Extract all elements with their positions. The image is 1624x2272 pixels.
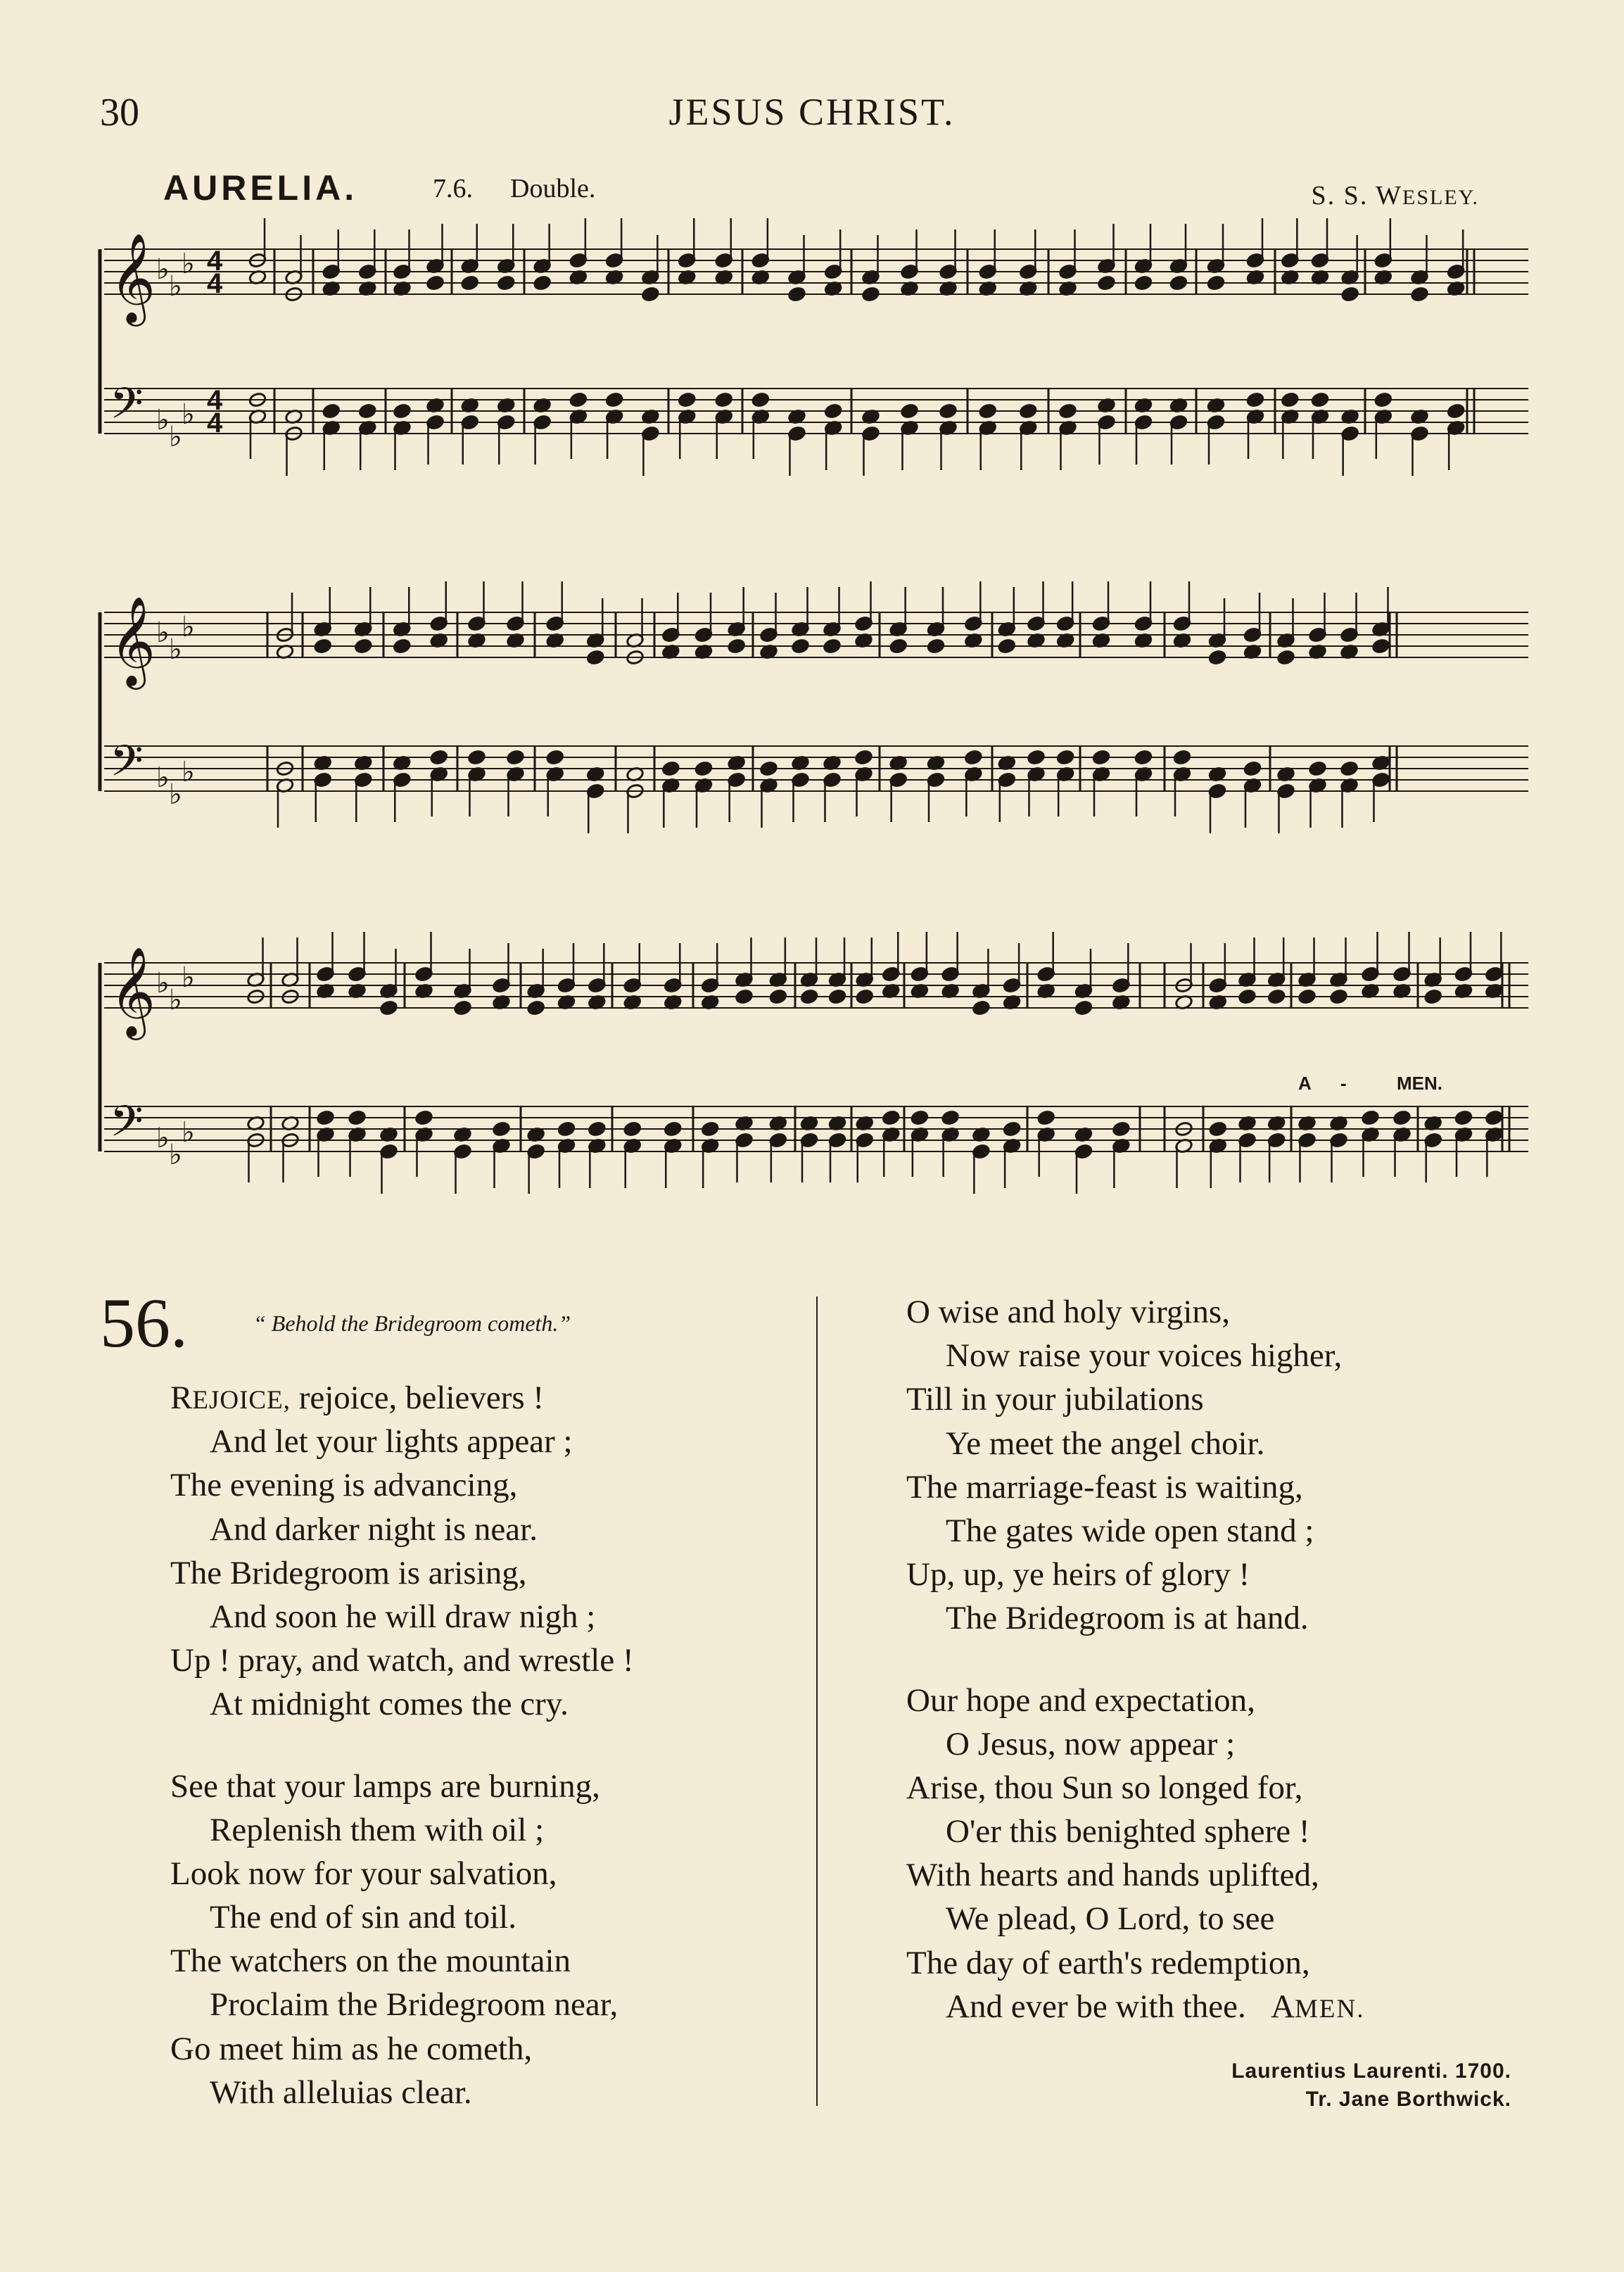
note-head <box>824 403 842 419</box>
note-head <box>358 403 376 419</box>
verse-line: With hearts and hands uplifted, <box>906 1857 1319 1894</box>
time-signature-top: 4 <box>207 246 223 277</box>
flat-icon: ♭ <box>156 967 170 999</box>
note-head <box>546 750 564 766</box>
verse-line: Our hope and expectation, <box>906 1681 1255 1719</box>
verse-line: Ye meet the angel choir. <box>946 1425 1265 1462</box>
note-head <box>1003 1121 1021 1137</box>
verse-line: Look now for your salvation, <box>170 1855 557 1892</box>
note-head <box>927 638 945 655</box>
verse-line: O Jesus, now appear ; <box>946 1725 1236 1762</box>
note-head <box>900 403 918 419</box>
note-head <box>941 1110 960 1126</box>
bass-clef-icon: 𝄢 <box>110 379 144 439</box>
note-head <box>1454 1110 1473 1126</box>
note-head <box>800 989 818 1005</box>
verse-column-right <box>906 1290 1364 2028</box>
amen-lyric: A <box>1298 1073 1312 1094</box>
running-title: JESUS CHRIST. <box>668 91 956 133</box>
note-head <box>1058 403 1077 419</box>
flat-icon: ♭ <box>169 633 182 666</box>
note-head <box>854 750 873 766</box>
note-head <box>882 1110 900 1126</box>
note-head <box>1424 989 1442 1005</box>
tune-name: AURELIA. <box>163 168 358 208</box>
note-head <box>1361 1110 1379 1126</box>
verse-line: The evening is advancing, <box>170 1467 518 1504</box>
note-head <box>557 1121 576 1137</box>
note-head <box>379 1000 398 1016</box>
note-head <box>1243 761 1262 777</box>
tune-meter-type: Double. <box>510 174 596 203</box>
note-head <box>1169 275 1188 291</box>
note-head <box>787 286 806 303</box>
note-head <box>393 403 411 419</box>
flat-icon: ♭ <box>182 398 195 431</box>
verse-line-text: And ever be with thee. <box>946 1988 1246 2025</box>
note-head <box>728 638 746 655</box>
note-head <box>641 286 659 303</box>
note-head <box>588 1121 606 1137</box>
note-head <box>791 638 809 655</box>
note-head <box>348 1110 366 1126</box>
note-head <box>506 750 524 766</box>
verse-line: Now raise your voices higher, <box>946 1337 1343 1375</box>
note-head <box>492 1121 510 1137</box>
amen-rest: MEN. <box>1294 1994 1365 2024</box>
bass-clef-icon: 𝄢 <box>110 1097 144 1157</box>
note-head <box>623 1121 642 1137</box>
note-head <box>861 286 880 303</box>
note-head <box>972 1000 990 1016</box>
note-head <box>1267 989 1286 1005</box>
note-head <box>1246 392 1264 408</box>
verse-line: Replenish them with oil ; <box>210 1811 545 1848</box>
verse-column-left <box>170 1376 634 2114</box>
flat-icon: ♭ <box>156 762 170 794</box>
note-head <box>828 989 846 1005</box>
verse-line: Till in your jubilations <box>906 1381 1204 1418</box>
note-head <box>1173 750 1191 766</box>
note-head <box>1037 1110 1055 1126</box>
note-head <box>1410 286 1428 303</box>
flat-icon: ♭ <box>182 248 195 280</box>
verse-line: Proclaim the Bridegroom near, <box>210 1986 618 2024</box>
amen-lyric: MEN. <box>1397 1073 1442 1094</box>
note-head <box>393 638 411 655</box>
verse-line: With alleluias clear. <box>210 2074 472 2111</box>
note-head <box>1276 650 1295 666</box>
flat-icon: ♭ <box>182 756 195 788</box>
note-head <box>1238 989 1256 1005</box>
verse-line: The end of sin and toil. <box>210 1899 516 1936</box>
time-signature-bottom: 4 <box>207 268 223 299</box>
verse-line: We plead, O Lord, to see <box>946 1900 1275 1938</box>
note-head <box>939 403 957 419</box>
verse-line: And soon he will draw nigh ; <box>210 1598 596 1635</box>
flat-icon: ♭ <box>169 778 182 811</box>
flat-icon: ♭ <box>156 617 170 649</box>
note-head <box>1097 275 1115 291</box>
note-head <box>911 1110 929 1126</box>
note-head <box>569 392 588 408</box>
verse-line: O wise and holy virgins, <box>906 1294 1230 1330</box>
tune-meter: 7.6. <box>433 174 473 203</box>
note-head <box>735 989 753 1005</box>
bass-clef-icon: 𝄢 <box>110 736 144 797</box>
verse-line: And darker night is near. <box>210 1510 538 1548</box>
verse-line: The Bridegroom is at hand. <box>946 1600 1309 1637</box>
first-line-rest: rejoice, believers ! <box>290 1380 545 1416</box>
note-head <box>664 1121 682 1137</box>
hymn-number: 56. <box>100 1284 188 1362</box>
note-head <box>461 275 479 291</box>
time-signature-bottom: 4 <box>207 408 223 438</box>
flat-icon: ♭ <box>182 1116 195 1149</box>
verse-line: And let your lights appear ; <box>210 1423 573 1460</box>
note-head <box>823 638 841 655</box>
first-word-rest: EJOICE, <box>192 1386 291 1415</box>
verse-line: The watchers on the mountain <box>170 1943 571 1980</box>
flat-icon: ♭ <box>169 270 182 303</box>
note-head <box>1311 392 1329 408</box>
note-head <box>856 989 874 1005</box>
verse-line: Go meet him as he cometh, <box>170 2030 533 2067</box>
note-head <box>1134 275 1153 291</box>
note-head <box>1447 403 1465 419</box>
note-head <box>759 761 778 777</box>
note-head <box>605 392 623 408</box>
hymn-title: “ Behold the Bridegroom cometh.” <box>253 1311 571 1336</box>
note-head <box>1485 1110 1503 1126</box>
note-head <box>1281 392 1299 408</box>
note-head <box>1207 275 1225 291</box>
translator-credit: Tr. Jane Borthwick. <box>1305 2088 1511 2111</box>
verse-line: Up ! pray, and watch, and wrestle ! <box>170 1642 634 1679</box>
verse-line: The gates wide open stand ; <box>946 1512 1314 1549</box>
note-head <box>1374 392 1393 408</box>
verse-line: Up, up, ye heirs of glory ! <box>906 1556 1250 1593</box>
note-head <box>694 761 713 777</box>
amen-initial: A <box>1271 1988 1295 2025</box>
treble-clef-icon: 𝄞 <box>110 232 156 322</box>
flat-icon: ♭ <box>169 421 182 453</box>
note-head <box>1298 989 1316 1005</box>
note-head <box>1112 1121 1130 1137</box>
note-head <box>889 638 908 655</box>
note-head <box>1074 1000 1093 1016</box>
verse-line: At midnight comes the cry. <box>210 1686 569 1723</box>
composer-surname-initial: W <box>1376 181 1403 210</box>
treble-clef-icon: 𝄞 <box>110 946 156 1036</box>
note-head <box>1019 403 1037 419</box>
verse-line: The marriage-feast is waiting, <box>906 1468 1303 1506</box>
amen-lyric: - <box>1340 1073 1347 1094</box>
composer-surname-rest: ESLEY. <box>1402 186 1479 209</box>
note-head <box>1371 638 1390 655</box>
note-head <box>467 750 486 766</box>
note-head <box>1209 1121 1227 1137</box>
note-head <box>533 275 552 291</box>
flat-icon: ♭ <box>156 404 170 436</box>
page-number: 30 <box>100 91 139 134</box>
note-head <box>979 403 997 419</box>
note-head <box>701 1121 719 1137</box>
verse-line: See that your lamps are burning, <box>170 1767 600 1805</box>
note-head <box>527 1000 545 1016</box>
note-head <box>1027 750 1045 766</box>
note-head <box>715 392 733 408</box>
column-divider <box>816 1296 818 2106</box>
flat-icon: ♭ <box>169 1139 182 1171</box>
verse-line: Arise, thou Sun so longed for, <box>906 1769 1303 1806</box>
verse-line: The Bridegroom is arising, <box>170 1554 527 1591</box>
first-word-initial: R <box>170 1380 193 1416</box>
note-head <box>453 1000 471 1016</box>
verse-line: The day of earth's redemption, <box>906 1944 1310 1981</box>
note-head <box>314 638 332 655</box>
note-head <box>430 750 448 766</box>
note-head <box>1208 650 1226 666</box>
note-head <box>1308 761 1326 777</box>
author-credit: Laurentius Laurenti. 1700. <box>1231 2059 1511 2083</box>
note-head <box>769 989 787 1005</box>
note-head <box>661 761 680 777</box>
note-head <box>998 638 1016 655</box>
note-head <box>1134 750 1153 766</box>
note-head <box>964 750 982 766</box>
note-head <box>414 1110 433 1126</box>
note-head <box>354 638 372 655</box>
note-head <box>1092 750 1110 766</box>
flat-icon: ♭ <box>169 984 182 1016</box>
note-head <box>1393 1110 1411 1126</box>
note-head <box>426 275 444 291</box>
verse-line <box>170 1376 634 1420</box>
note-head <box>1340 761 1358 777</box>
note-head <box>322 403 341 419</box>
flat-icon: ♭ <box>182 611 195 643</box>
verse-line <box>906 1985 1364 2028</box>
verse-line: O'er this benighted sphere ! <box>946 1813 1310 1850</box>
note-head <box>751 392 770 408</box>
note-head <box>678 392 696 408</box>
note-head <box>586 650 604 666</box>
note-head <box>316 1110 334 1126</box>
treble-clef-icon: 𝄞 <box>110 595 156 686</box>
note-head <box>1056 750 1074 766</box>
note-head <box>497 275 515 291</box>
note-head <box>1341 286 1359 303</box>
flat-icon: ♭ <box>156 253 170 286</box>
flat-icon: ♭ <box>182 961 195 994</box>
time-signature-top: 4 <box>207 385 223 416</box>
note-head <box>1329 989 1347 1005</box>
composer-initials: S. S. <box>1311 181 1369 210</box>
flat-icon: ♭ <box>156 1122 170 1154</box>
